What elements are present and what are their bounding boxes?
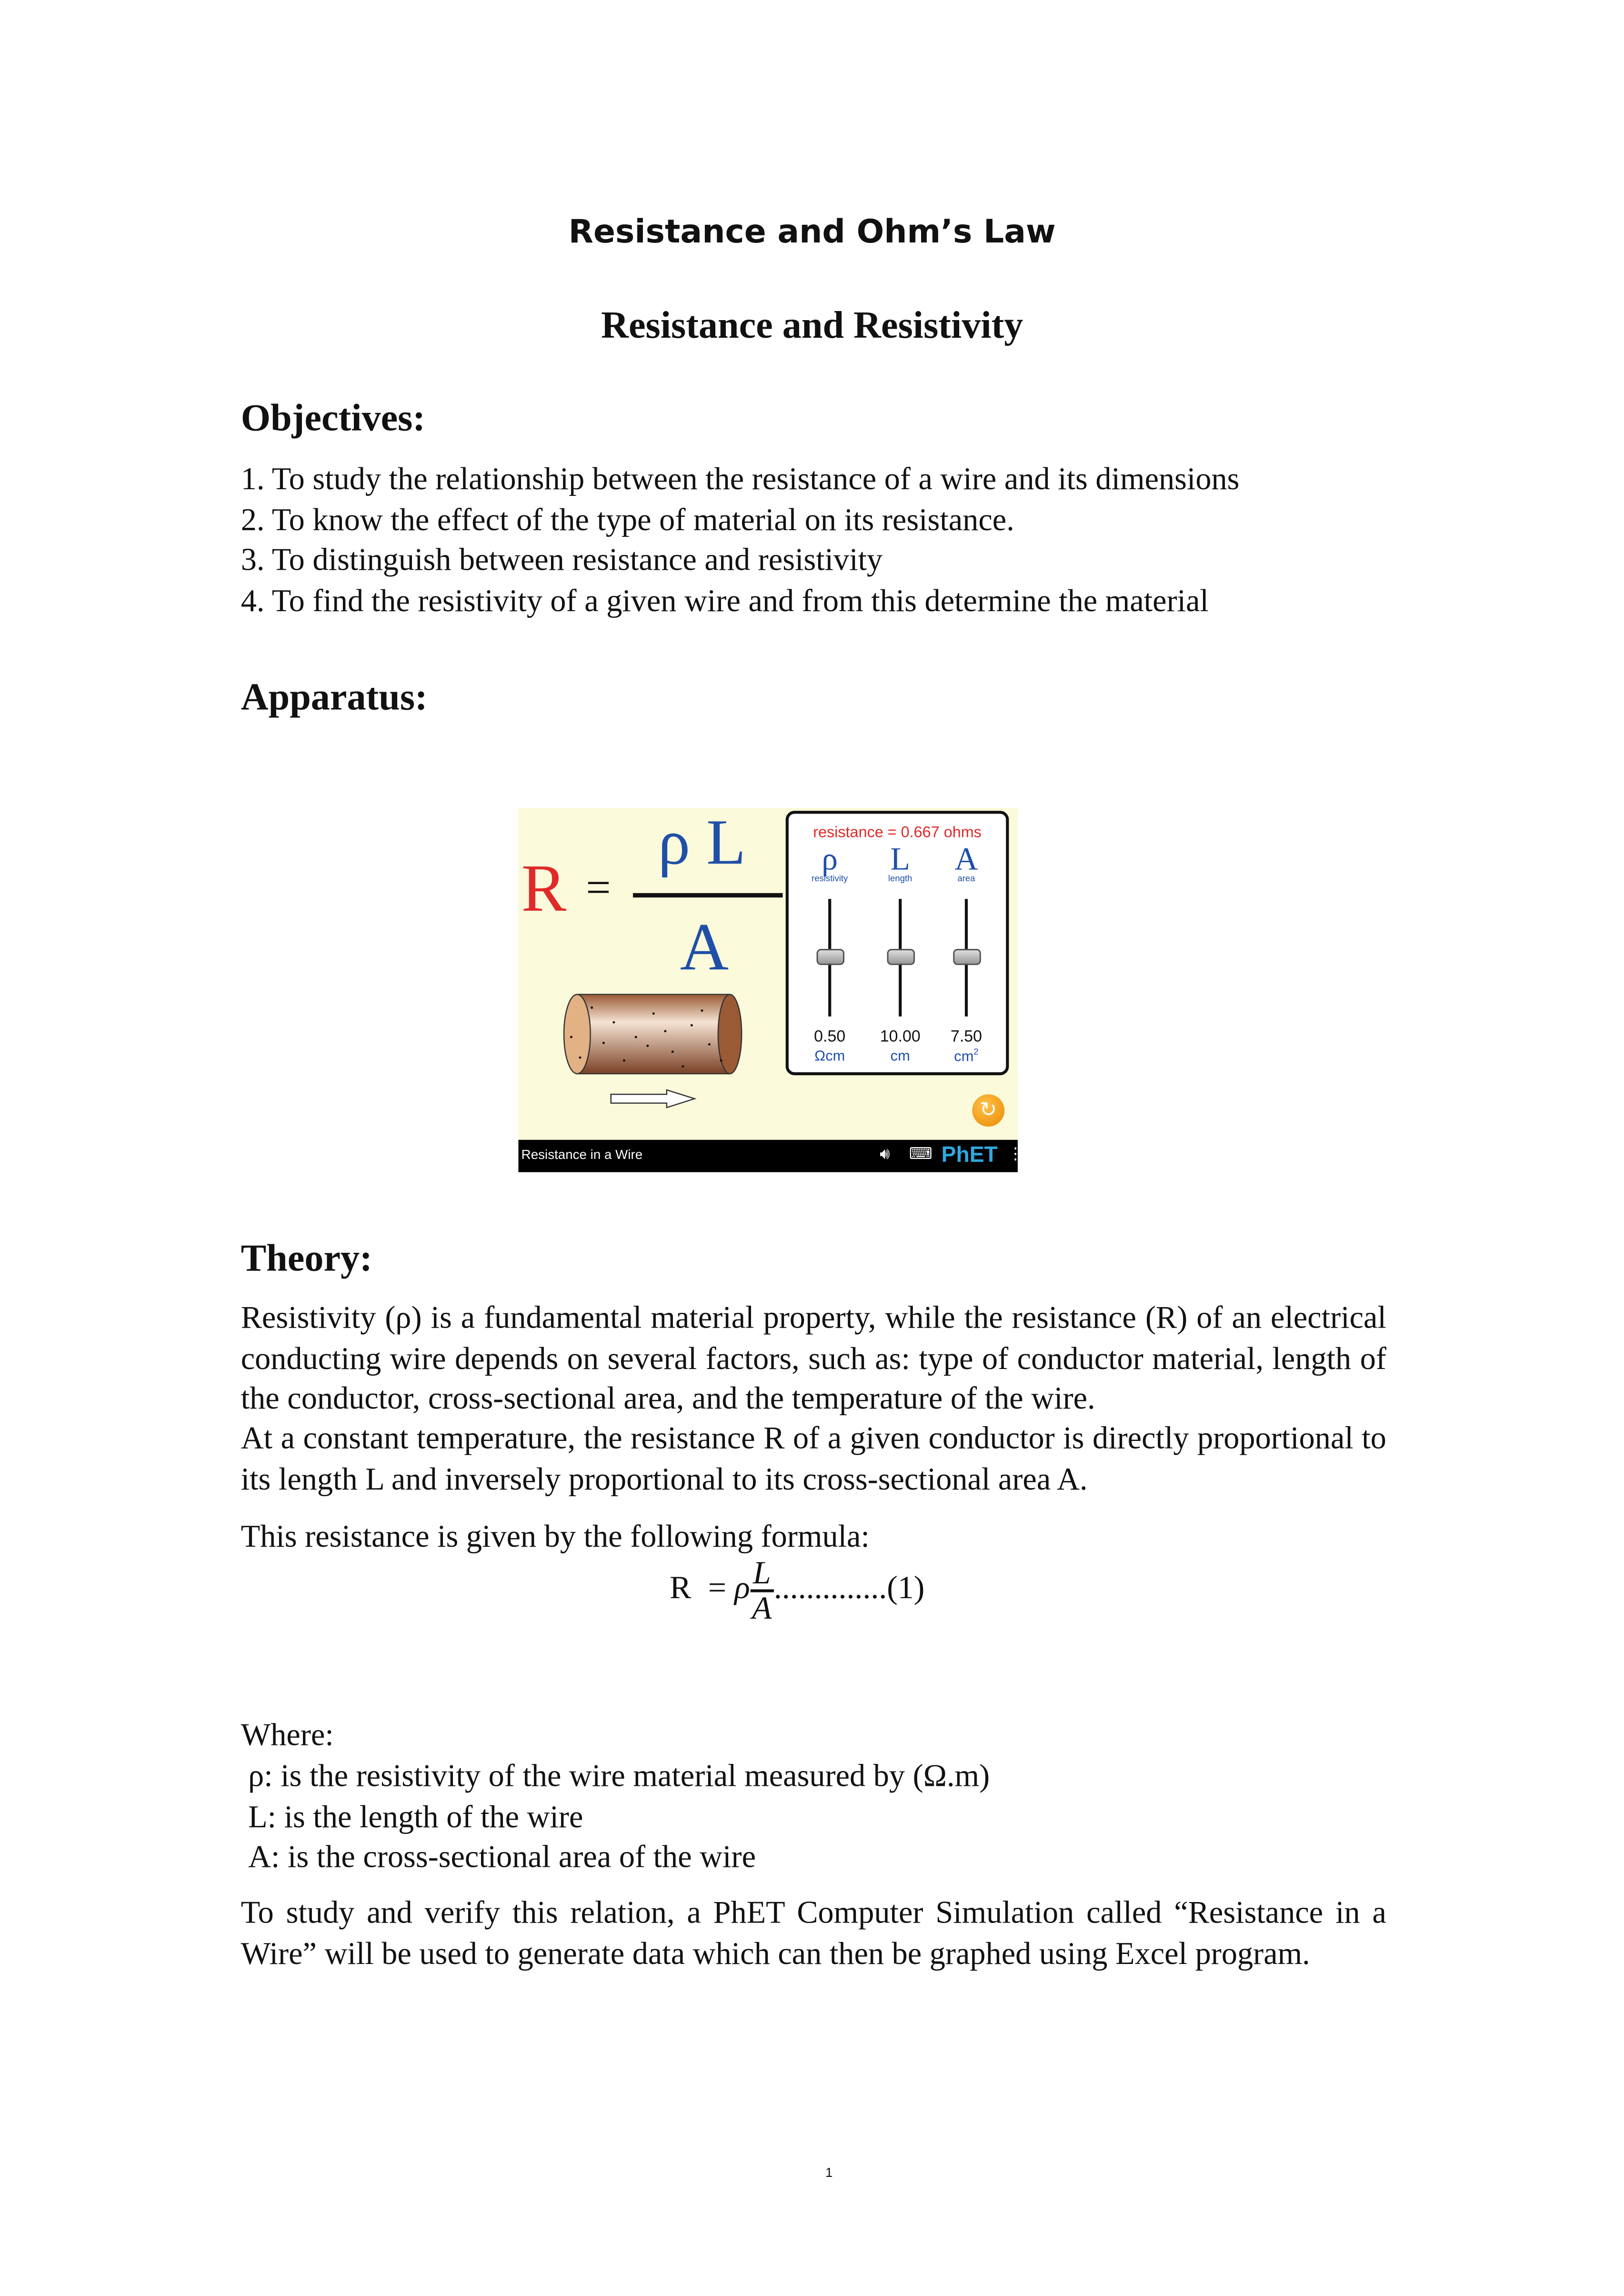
resistivity-slider[interactable] xyxy=(801,840,859,1065)
resistance-readout: resistance = 0.667 ohms xyxy=(813,824,982,842)
eq-dots: .............. xyxy=(773,1569,887,1606)
slider-unit xyxy=(937,1049,995,1066)
slider-value: 0.50 xyxy=(814,1028,846,1046)
reset-icon[interactable]: ↻ xyxy=(972,1094,1004,1127)
objectives-heading: Objectives: xyxy=(241,396,426,439)
definition-area: A: is the cross-sectional area of the wire xyxy=(248,1839,756,1874)
slider-unit: cm xyxy=(890,1048,910,1065)
formula-equals: = xyxy=(586,864,611,912)
eq-numerator: L xyxy=(750,1557,774,1592)
sound-icon[interactable]: 🔊︎ xyxy=(880,1144,890,1164)
slider-label: resistivity xyxy=(812,875,848,885)
fraction-bar xyxy=(633,893,783,897)
phet-simulation-image xyxy=(519,806,1024,1172)
eq-fraction xyxy=(750,1554,774,1626)
theory-paragraph-3: This resistance is given by the following formula: xyxy=(241,1519,870,1554)
theory-heading: Theory: xyxy=(241,1237,372,1279)
sim-title: Resistance in a Wire xyxy=(521,1147,643,1162)
slider-thumb[interactable] xyxy=(816,949,844,965)
objective-item: 3. To distinguish between resistance and resistivity xyxy=(241,542,883,577)
slider-symbol: L xyxy=(890,840,910,877)
formula-numerator: ρ L xyxy=(658,806,746,878)
theory-paragraph-2: At a constant temperature, the resistance R of a given conductor is directly proportional to its length L and inversely proportional to its cross-sectional area A. xyxy=(241,1420,1386,1496)
menu-icon[interactable]: ⋮ xyxy=(1007,1144,1024,1164)
eq-denominator: A xyxy=(752,1589,772,1626)
page-title: Resistance and Ohm’s Law xyxy=(568,214,1056,252)
theory-paragraph-1: Resistivity (ρ) is a fundamental material property, while the resistance (R) of an electrical conducting wire depends on several factors, such as: type of conductor material, length of the conductor, cross-sectional area, and the temperature of the wire. xyxy=(241,1299,1386,1416)
slider-label: length xyxy=(888,875,912,885)
eq-rho: ρ xyxy=(734,1569,750,1606)
page-subtitle: Resistance and Resistivity xyxy=(601,304,1023,347)
current-arrow-icon xyxy=(610,1088,698,1109)
theory-paragraph-4: To study and verify this relation, a PhET Computer Simulation called “Resistance in a Wire” will be used to generate data which can then be graphed using Excel program. xyxy=(241,1894,1386,1971)
length-slider[interactable] xyxy=(871,840,930,1065)
sim-navbar xyxy=(519,1140,1024,1172)
slider-value: 10.00 xyxy=(880,1028,921,1046)
apparatus-heading: Apparatus: xyxy=(241,675,428,718)
definitions-list xyxy=(248,1757,990,1878)
slider-value: 7.50 xyxy=(950,1028,982,1046)
definition-rho: ρ: is the resistivity of the wire material measured by (Ω.m) xyxy=(248,1758,990,1794)
definition-length: L: is the length of the wire xyxy=(248,1798,583,1834)
control-panel xyxy=(786,811,1009,1075)
objective-item: 1. To study the relationship between the resistance of a wire and its dimensions xyxy=(241,461,1240,497)
slider-thumb[interactable] xyxy=(953,949,981,965)
slider-symbol: ρ xyxy=(822,840,838,877)
eq-lhs: R xyxy=(670,1569,692,1606)
slider-thumb[interactable] xyxy=(887,949,915,965)
slider-label: area xyxy=(957,875,975,885)
eq-number: (1) xyxy=(887,1569,925,1606)
slider-symbol: A xyxy=(954,840,978,877)
resistance-equation xyxy=(670,1554,925,1626)
objective-item: 4. To find the resistivity of a given wire and from this determine the material xyxy=(241,582,1209,618)
slider-unit: Ωcm xyxy=(814,1048,845,1065)
objective-item: 2. To know the effect of the type of material on its resistance. xyxy=(241,502,1014,537)
unit-text: cm xyxy=(954,1049,974,1066)
area-slider[interactable] xyxy=(937,840,995,1066)
unit-superscript: 2 xyxy=(973,1048,979,1058)
wire-cylinder-icon xyxy=(562,993,744,1076)
keyboard-icon[interactable]: ⌨ xyxy=(909,1144,932,1164)
page-number: 1 xyxy=(825,2165,833,2180)
objectives-list xyxy=(241,460,1240,621)
phet-logo[interactable]: PhET xyxy=(941,1143,998,1168)
where-label: Where: xyxy=(241,1717,334,1752)
formula-denominator: A xyxy=(680,909,729,985)
eq-equals: = xyxy=(708,1569,727,1606)
formula-r: R xyxy=(521,850,567,926)
